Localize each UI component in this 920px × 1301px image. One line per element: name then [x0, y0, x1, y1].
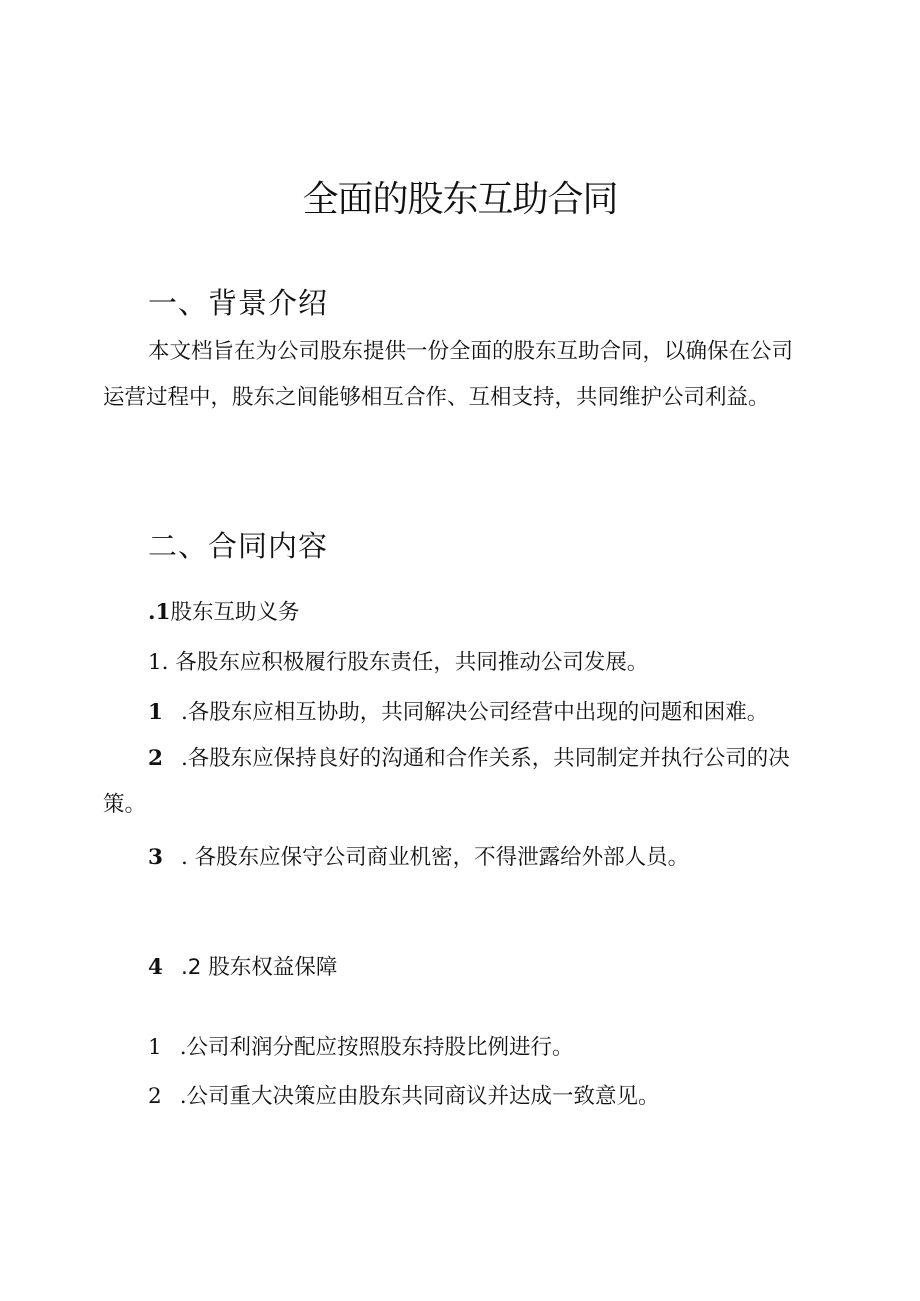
section-heading-contract-content: 二、合同内容: [148, 529, 329, 563]
rights-text: .公司重大决策应由股东共同商议并达成一致意见。: [179, 1084, 660, 1109]
rights-number: 1: [148, 1035, 162, 1060]
obligation-number: 1: [148, 700, 163, 725]
rights-item: [148, 1082, 660, 1112]
rights-number: 2: [148, 1084, 162, 1109]
obligation-item: [148, 843, 689, 873]
subsection-obligations: [148, 598, 299, 628]
obligation-item: [148, 698, 768, 728]
background-paragraph: 本文档旨在为公司股东提供一份全面的股东互助合同，以确保在公司运营过程中，股东之间能够相互合作、互相支持，共同维护公司利益。: [103, 339, 794, 410]
section-heading-background: 一、背景介绍: [148, 286, 329, 320]
obligation-text: .各股东应相互协助，共同解决公司经营中出现的问题和困难。: [180, 700, 769, 725]
obligation-text: .各股东应保持良好的沟通和合作关系，共同制定并执行公司的决策。: [103, 746, 790, 817]
obligation-text: . 各股东应保守公司商业机密，不得泄露给外部人员。: [180, 845, 690, 870]
subsection-rights: [148, 953, 337, 983]
obligation-number: 3: [148, 845, 163, 870]
obligation-text: 1. 各股东应积极履行股东责任，共同推动公司发展。: [148, 650, 649, 675]
obligation-item: [148, 648, 648, 678]
obligation-number: 2: [148, 746, 163, 771]
subsection-number: 4: [148, 955, 163, 980]
subsection-number: .1: [148, 600, 171, 625]
obligation-item: [103, 736, 808, 828]
subsection-label: .2 股东权益保障: [180, 955, 338, 980]
document-title: 全面的股东互助合同: [302, 179, 618, 220]
rights-text: .公司利润分配应按照股东持股比例进行。: [179, 1035, 574, 1060]
subsection-label: 股东互助义务: [170, 600, 300, 625]
rights-item: [148, 1033, 574, 1063]
